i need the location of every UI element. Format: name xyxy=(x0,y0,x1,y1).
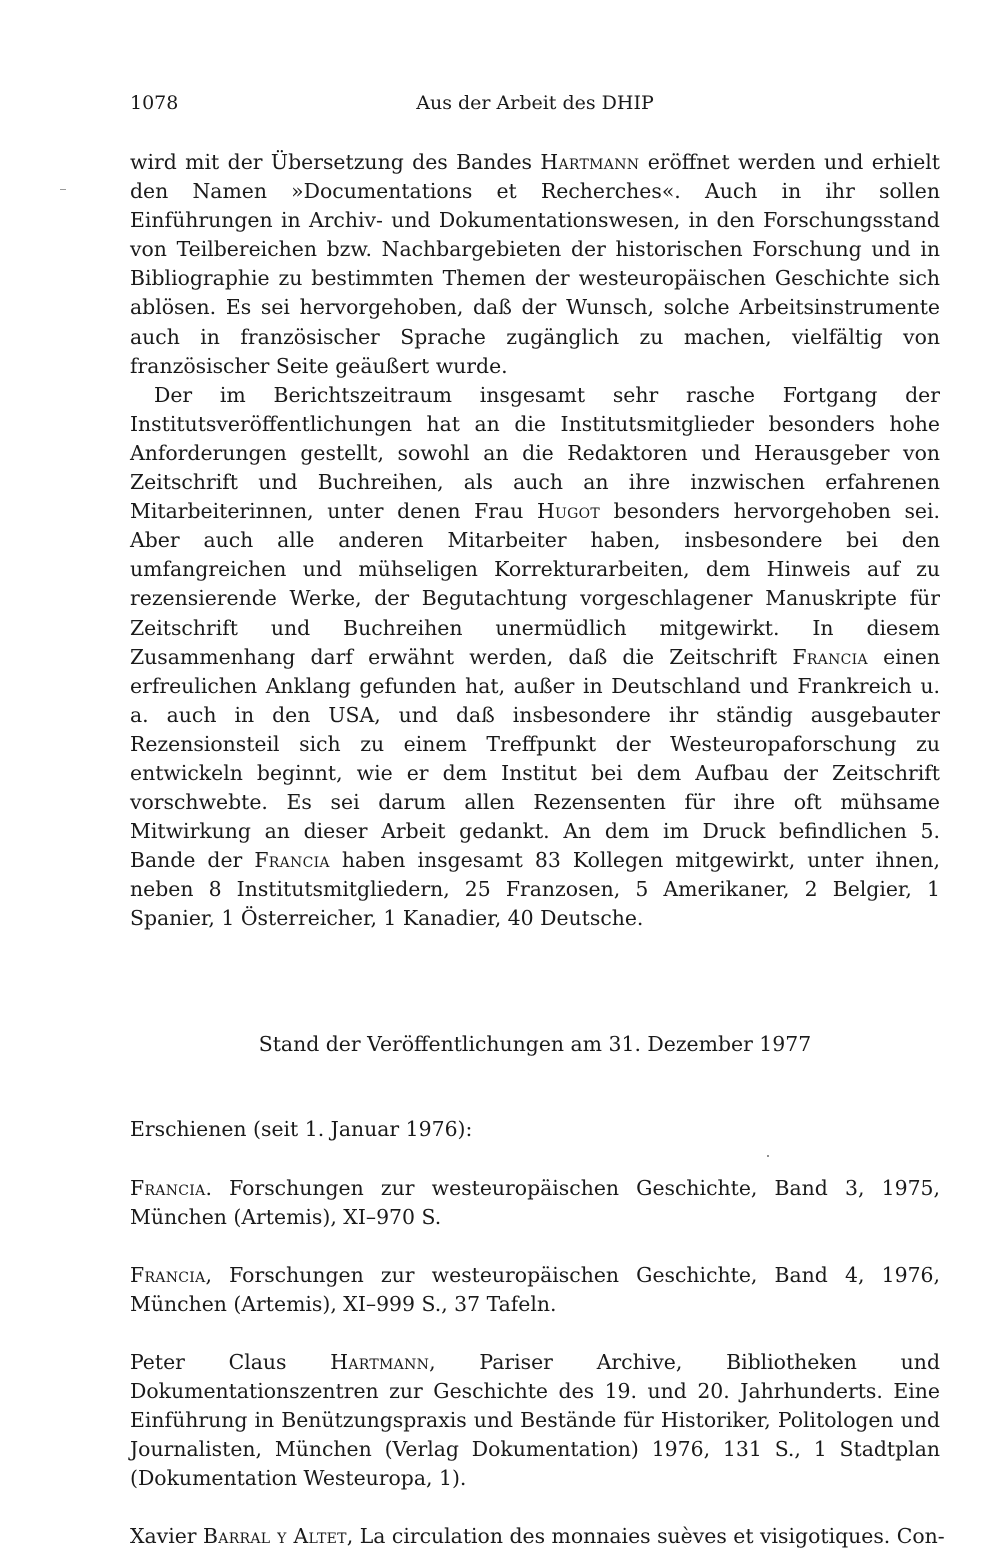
text-run: wird mit der Übersetzung des Bandes xyxy=(130,150,541,174)
text-run: besonders hervorgehoben sei. Aber auch alle anderen Mitarbeiter haben, insbesondere bei den umfangreichen und mühseligen Korrekturarbeiten, dem Hinweis auf zu rezensierende Werke, der Begutachtung vorgeschlagener Manuskripte für Zeitschrift und Buchreihen unermüdlich mitgewirkt. In diesem Zusammenhang darf erwähnt werden, daß die Zeitschrift xyxy=(130,499,940,669)
subheading: Erschienen (seit 1. Januar 1976): xyxy=(130,1116,473,1141)
text-run: , La circulation des monnaies suèves et visigotiques. Con- xyxy=(346,1523,945,1548)
journal-name: Francia xyxy=(792,644,868,669)
text-run: Peter Claus xyxy=(130,1350,331,1375)
publication-entry xyxy=(130,1261,940,1319)
document-page xyxy=(130,88,945,1551)
running-head-title: Aus der Arbeit des DHIP xyxy=(416,92,654,114)
text-run: Xavier xyxy=(130,1523,204,1548)
publication-entry xyxy=(130,1174,940,1232)
person-name: Hugot xyxy=(536,499,601,524)
journal-name: Francia xyxy=(130,1262,206,1287)
author-name: Barral y Altet xyxy=(203,1523,347,1548)
publication-entry xyxy=(130,1522,945,1551)
margin-mark xyxy=(60,189,66,190)
paragraph-2 xyxy=(130,381,940,934)
journal-name: Francia xyxy=(254,848,330,873)
paragraph-1 xyxy=(130,148,940,381)
text-run: einen erfreulichen Anklang gefunden hat, außer in Deutschland und Frankreich u. a. auch in den USA, und daß insbesondere ihr ständig ausgebauter Rezensionsteil sich zu einem Treffpunkt der Westeuropaforschung zu entwickeln beginnt, wie er dem Institut bei dem Aufbau der Zeitschrift vorschwebte. Es sei darum allen Rezensenten für ihre oft mühsame Mitwirkung an dieser Arbeit gedankt. An dem im Druck befindlichen 5. Bande der xyxy=(130,644,940,873)
author-name: Hartmann xyxy=(330,1350,430,1375)
text-run: . Forschungen zur westeuropäischen Geschichte, Band 3, 1975, München (Artemis), XI–970 S. xyxy=(130,1175,940,1229)
text-run: Der im Berichtszeitraum insgesamt sehr rasche Fortgang der Institutsveröffentlichungen hat an die Institutsmitglieder besonders hohe Anforderungen gestellt, sowohl an die Redaktoren und Herausgeber von Zeitschrift und Buchreihen, als auch an ihre inzwischen erfahrenen Mitarbeiterinnen, unter denen Frau xyxy=(130,382,940,524)
running-head xyxy=(130,88,940,118)
body-text xyxy=(130,148,940,934)
section-heading: Stand der Veröffentlichungen am 31. Dezember 1977 xyxy=(258,1031,812,1056)
text-run: haben insgesamt 83 Kollegen mitgewirkt, unter ihnen, neben 8 Institutsmitgliedern, 25 Franzosen, 5 Amerikaner, 2 Belgier, 1 Spanier, 1 Österreicher, 1 Kanadier, 40 Deutsche. xyxy=(130,848,940,931)
author-name: Hartmann xyxy=(540,150,640,174)
text-run: eröffnet werden und erhielt den Namen »Documentations et Recherches«. Auch in ihr sollen Einführungen in Archiv- und Dokumentationswesen, in den Forschungsstand von Teilbereichen bzw. Nachbargebieten der historischen Forschung und in Bibliographie zu bestimmten Themen der westeuropäischen Geschichte sich ablösen. Es sei hervorgehoben, daß der Wunsch, solche Arbeitsinstrumente auch in französischer Sprache zugänglich zu machen, vielfältig von französischer Seite geäußert wurde. xyxy=(130,150,940,378)
journal-name: Francia xyxy=(130,1175,206,1200)
text-run: , Forschungen zur westeuropäischen Geschichte, Band 4, 1976, München (Artemis), XI–999 S., 37 Tafeln. xyxy=(130,1262,940,1316)
text-run: , Pariser Archive, Bibliotheken und Dokumentationszentren zur Geschichte des 19. und 20. Jahrhunderts. Eine Einführung in Benützungspraxis und Bestände für Historiker, Politologen und Journalisten, München (Verlag Dokumentation) 1976, 131 S., 1 Stadtplan (Dokumentation Westeuropa, 1). xyxy=(130,1350,940,1491)
publication-entry xyxy=(130,1348,940,1493)
page-number: 1078 xyxy=(130,92,179,114)
